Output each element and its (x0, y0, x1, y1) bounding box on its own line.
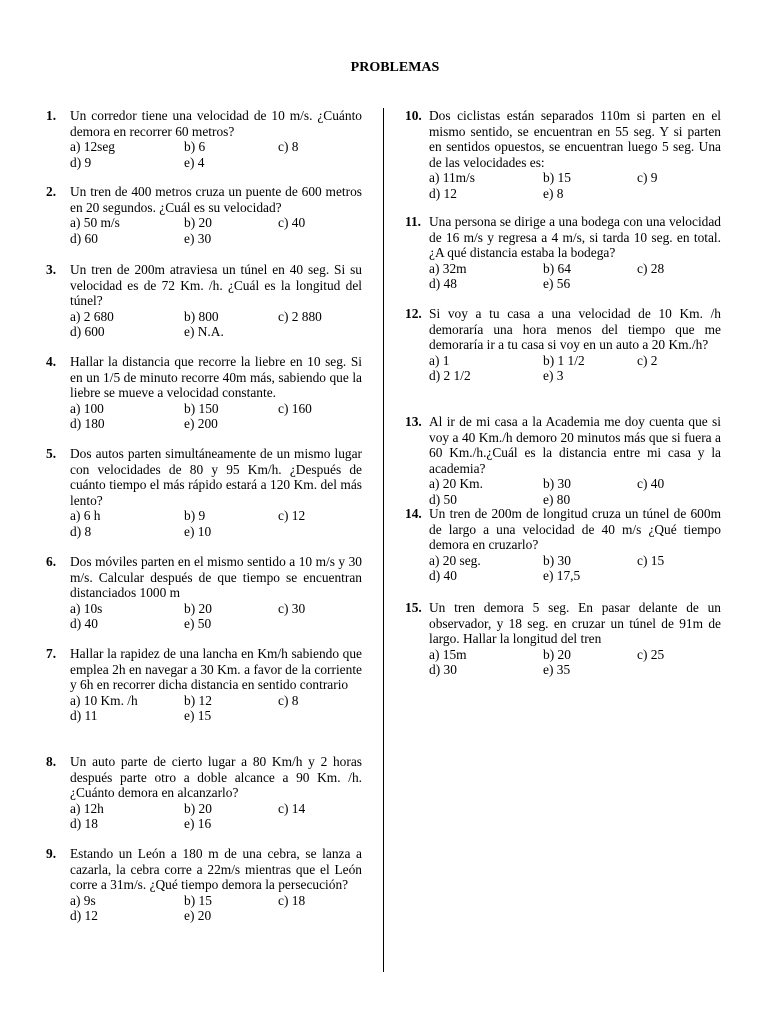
answer-option-e: e) 50 (184, 616, 212, 632)
answer-option-b: b) 15 (184, 892, 212, 908)
problem-number: 3. (46, 262, 57, 277)
answer-option-d: d) 18 (70, 816, 98, 832)
problem-4 (46, 354, 362, 432)
answer-option-e: e) 56 (543, 276, 571, 292)
problem-statement: Una persona se dirige a una bodega con una velocidad de 16 m/s y regresa a 4 m/s, si tarda 10 seg. en total. ¿A qué distancia estaba la bodega? (429, 214, 721, 261)
problem-statement: Dos autos parten simultáneamente de un mismo lugar con velocidades de 80 y 95 Km/h. ¿Después de cuánto tiempo el más rápido estará a 120 Km. del más lento? (70, 446, 362, 508)
answer-options (70, 801, 362, 832)
answer-options (70, 601, 362, 632)
problem-3 (46, 262, 362, 340)
problem-7 (46, 646, 362, 724)
answer-options (70, 139, 362, 170)
answer-option-e: e) N.A. (184, 324, 224, 340)
problem-statement: Un tren de 400 metros cruza un puente de 600 metros en 20 segundos. ¿Cuál es su velocidad? (70, 184, 362, 215)
answer-option-e: e) 15 (184, 708, 212, 724)
answer-options (429, 647, 721, 678)
answer-option-a: a) 32m (429, 260, 467, 276)
problem-number: 4. (46, 354, 57, 369)
answer-option-b: b) 12 (184, 692, 212, 708)
answer-options (70, 309, 362, 340)
problem-statement: Estando un León a 180 m de una cebra, se lanza a cazarla, la cebra corre a 22m/s mientras que el León corre a 31m/s. ¿Qué tiempo demora la persecución? (70, 846, 362, 893)
problem-8 (46, 754, 362, 832)
answer-option-e: e) 80 (543, 491, 571, 507)
answer-option-e: e) 10 (184, 523, 212, 539)
answer-option-a: a) 100 (70, 400, 104, 416)
answer-options (70, 508, 362, 539)
problem-14 (405, 506, 721, 584)
answer-option-c: c) 40 (278, 215, 306, 231)
answer-option-d: d) 60 (70, 230, 98, 246)
answer-option-d: d) 50 (429, 491, 457, 507)
answer-option-e: e) 3 (543, 368, 564, 384)
answer-option-d: d) 30 (429, 662, 457, 678)
problem-number: 2. (46, 184, 57, 199)
answer-option-d: d) 40 (70, 616, 98, 632)
answer-option-c: c) 8 (278, 139, 299, 155)
answer-options (429, 170, 721, 201)
answer-option-c: c) 2 (637, 352, 658, 368)
answer-option-b: b) 20 (543, 646, 571, 662)
problem-number: 15. (405, 600, 422, 615)
answer-options (70, 893, 362, 924)
problem-statement: Dos móviles parten en el mismo sentido a 10 m/s y 30 m/s. Calcular después de que tiempo se encuentran distanciados 1000 m (70, 554, 362, 601)
answer-option-a: a) 10 Km. /h (70, 692, 138, 708)
answer-option-b: b) 6 (184, 139, 206, 155)
problem-statement: Al ir de mi casa a la Academia me doy cuenta que si voy a 40 Km./h demoro 20 minutos más que si fuera a 60 Km./h.¿Cuál es la distancia entre mi casa y la academia? (429, 414, 721, 476)
answer-option-a: a) 2 680 (70, 308, 114, 324)
answer-option-a: a) 12seg (70, 139, 115, 155)
problem-9 (46, 846, 362, 924)
answer-option-a: a) 20 seg. (429, 552, 481, 568)
answer-option-a: a) 50 m/s (70, 215, 120, 231)
answer-option-c: c) 18 (278, 892, 306, 908)
answer-option-c: c) 30 (278, 600, 306, 616)
answer-options (429, 553, 721, 584)
answer-option-d: d) 600 (70, 324, 105, 340)
problem-statement: Hallar la distancia que recorre la liebre en 10 seg. Si en un 1/5 de minuto recorre 40m más, sabiendo que la liebre se mueve a velocidad constante. (70, 354, 362, 401)
problem-11 (405, 214, 721, 292)
answer-option-b: b) 20 (184, 800, 212, 816)
answer-option-a: a) 1 (429, 352, 450, 368)
answer-option-a: a) 10s (70, 600, 103, 616)
answer-option-b: b) 800 (184, 308, 219, 324)
answer-option-d: d) 11 (70, 708, 98, 724)
problem-number: 8. (46, 754, 57, 769)
problem-statement: Un tren demora 5 seg. En pasar delante de un observador, y 18 seg. en cruzar un túnel de 91m de largo. Hallar la longitud del tren (429, 600, 721, 647)
problem-statement: Un auto parte de cierto lugar a 80 Km/h y 2 horas después parte otro a doble alcance a 90 Km. /h. ¿Cuánto demora en alcanzarlo? (70, 754, 362, 801)
problem-number: 13. (405, 414, 422, 429)
answer-option-e: e) 30 (184, 230, 212, 246)
answer-option-c: c) 12 (278, 508, 306, 524)
problem-13 (405, 414, 721, 508)
answer-option-c: c) 160 (278, 400, 312, 416)
answer-option-e: e) 20 (184, 908, 212, 924)
problem-statement: Si voy a tu casa a una velocidad de 10 Km. /h demoraría una hora menos del tiempo que me demoraría ir a tu casa si voy en un auto a 20 Km./h? (429, 306, 721, 353)
problem-statement: Un tren de 200m de longitud cruza un túnel de 600m de largo a una velocidad de 40 m/s ¿Qué tiempo demora en cruzarlo? (429, 506, 721, 553)
answer-option-d: d) 12 (70, 908, 98, 924)
answer-option-b: b) 15 (543, 170, 571, 186)
answer-option-b: b) 1 1/2 (543, 352, 585, 368)
answer-option-d: d) 48 (429, 276, 457, 292)
answer-option-e: e) 200 (184, 416, 218, 432)
problem-2 (46, 184, 362, 246)
page-title: PROBLEMAS (350, 60, 440, 75)
answer-option-b: b) 20 (184, 215, 212, 231)
answer-option-d: d) 8 (70, 523, 92, 539)
answer-option-c: c) 8 (278, 692, 299, 708)
answer-option-d: d) 40 (429, 568, 457, 584)
problem-number: 9. (46, 846, 57, 861)
answer-option-c: c) 9 (637, 170, 658, 186)
answer-option-e: e) 17,5 (543, 568, 581, 584)
answer-option-a: a) 6 h (70, 508, 101, 524)
answer-option-d: d) 12 (429, 185, 457, 201)
answer-option-a: a) 15m (429, 646, 467, 662)
answer-option-b: b) 64 (543, 260, 571, 276)
answer-option-c: c) 2 880 (278, 308, 322, 324)
answer-option-e: e) 4 (184, 154, 205, 170)
problem-statement: Dos ciclistas están separados 110m si parten en el mismo sentido, se encuentran en 55 seg. Y si parten en sentidos opuestos, se encuentran luego 5 seg. Una de las velocidades es: (429, 108, 721, 170)
answer-options (70, 215, 362, 246)
problem-12 (405, 306, 721, 384)
answer-option-b: b) 30 (543, 552, 571, 568)
answer-option-b: b) 150 (184, 400, 219, 416)
problem-number: 14. (405, 506, 422, 521)
problem-number: 5. (46, 446, 57, 461)
answer-option-a: a) 11m/s (429, 170, 475, 186)
answer-option-c: c) 28 (637, 260, 665, 276)
answer-options (70, 693, 362, 724)
answer-option-c: c) 40 (637, 476, 665, 492)
answer-option-d: d) 9 (70, 154, 92, 170)
answer-option-b: b) 20 (184, 600, 212, 616)
answer-option-a: a) 20 Km. (429, 476, 483, 492)
problem-number: 10. (405, 108, 422, 123)
answer-options (429, 353, 721, 384)
answer-option-e: e) 35 (543, 662, 571, 678)
problem-15 (405, 600, 721, 678)
answer-options (429, 261, 721, 292)
answer-option-a: a) 9s (70, 892, 96, 908)
problem-number: 7. (46, 646, 57, 661)
problem-number: 12. (405, 306, 422, 321)
answer-option-c: c) 14 (278, 800, 306, 816)
answer-option-d: d) 2 1/2 (429, 368, 471, 384)
problem-6 (46, 554, 362, 632)
problem-10 (405, 108, 721, 202)
answer-options (70, 401, 362, 432)
answer-option-d: d) 180 (70, 416, 105, 432)
answer-option-c: c) 25 (637, 646, 665, 662)
problem-number: 6. (46, 554, 57, 569)
problem-5 (46, 446, 362, 540)
answer-option-e: e) 8 (543, 185, 564, 201)
answer-option-e: e) 16 (184, 816, 212, 832)
answer-options (429, 476, 721, 507)
problem-statement: Hallar la rapidez de una lancha en Km/h sabiendo que emplea 2h en navegar a 30 Km. a favor de la corriente y 6h en recorrer dicha distancia en sentido contrario (70, 646, 362, 693)
answer-option-c: c) 15 (637, 552, 665, 568)
problem-statement: Un corredor tiene una velocidad de 10 m/s. ¿Cuánto demora en recorrer 60 metros? (70, 108, 362, 139)
problem-number: 11. (405, 214, 421, 229)
answer-option-b: b) 30 (543, 476, 571, 492)
problem-statement: Un tren de 200m atraviesa un túnel en 40 seg. Si su velocidad es de 72 Km. /h. ¿Cuál es la longitud del túnel? (70, 262, 362, 309)
answer-option-b: b) 9 (184, 508, 206, 524)
problem-1 (46, 108, 362, 170)
column-divider (383, 108, 384, 972)
answer-option-a: a) 12h (70, 800, 104, 816)
problem-number: 1. (46, 108, 57, 123)
